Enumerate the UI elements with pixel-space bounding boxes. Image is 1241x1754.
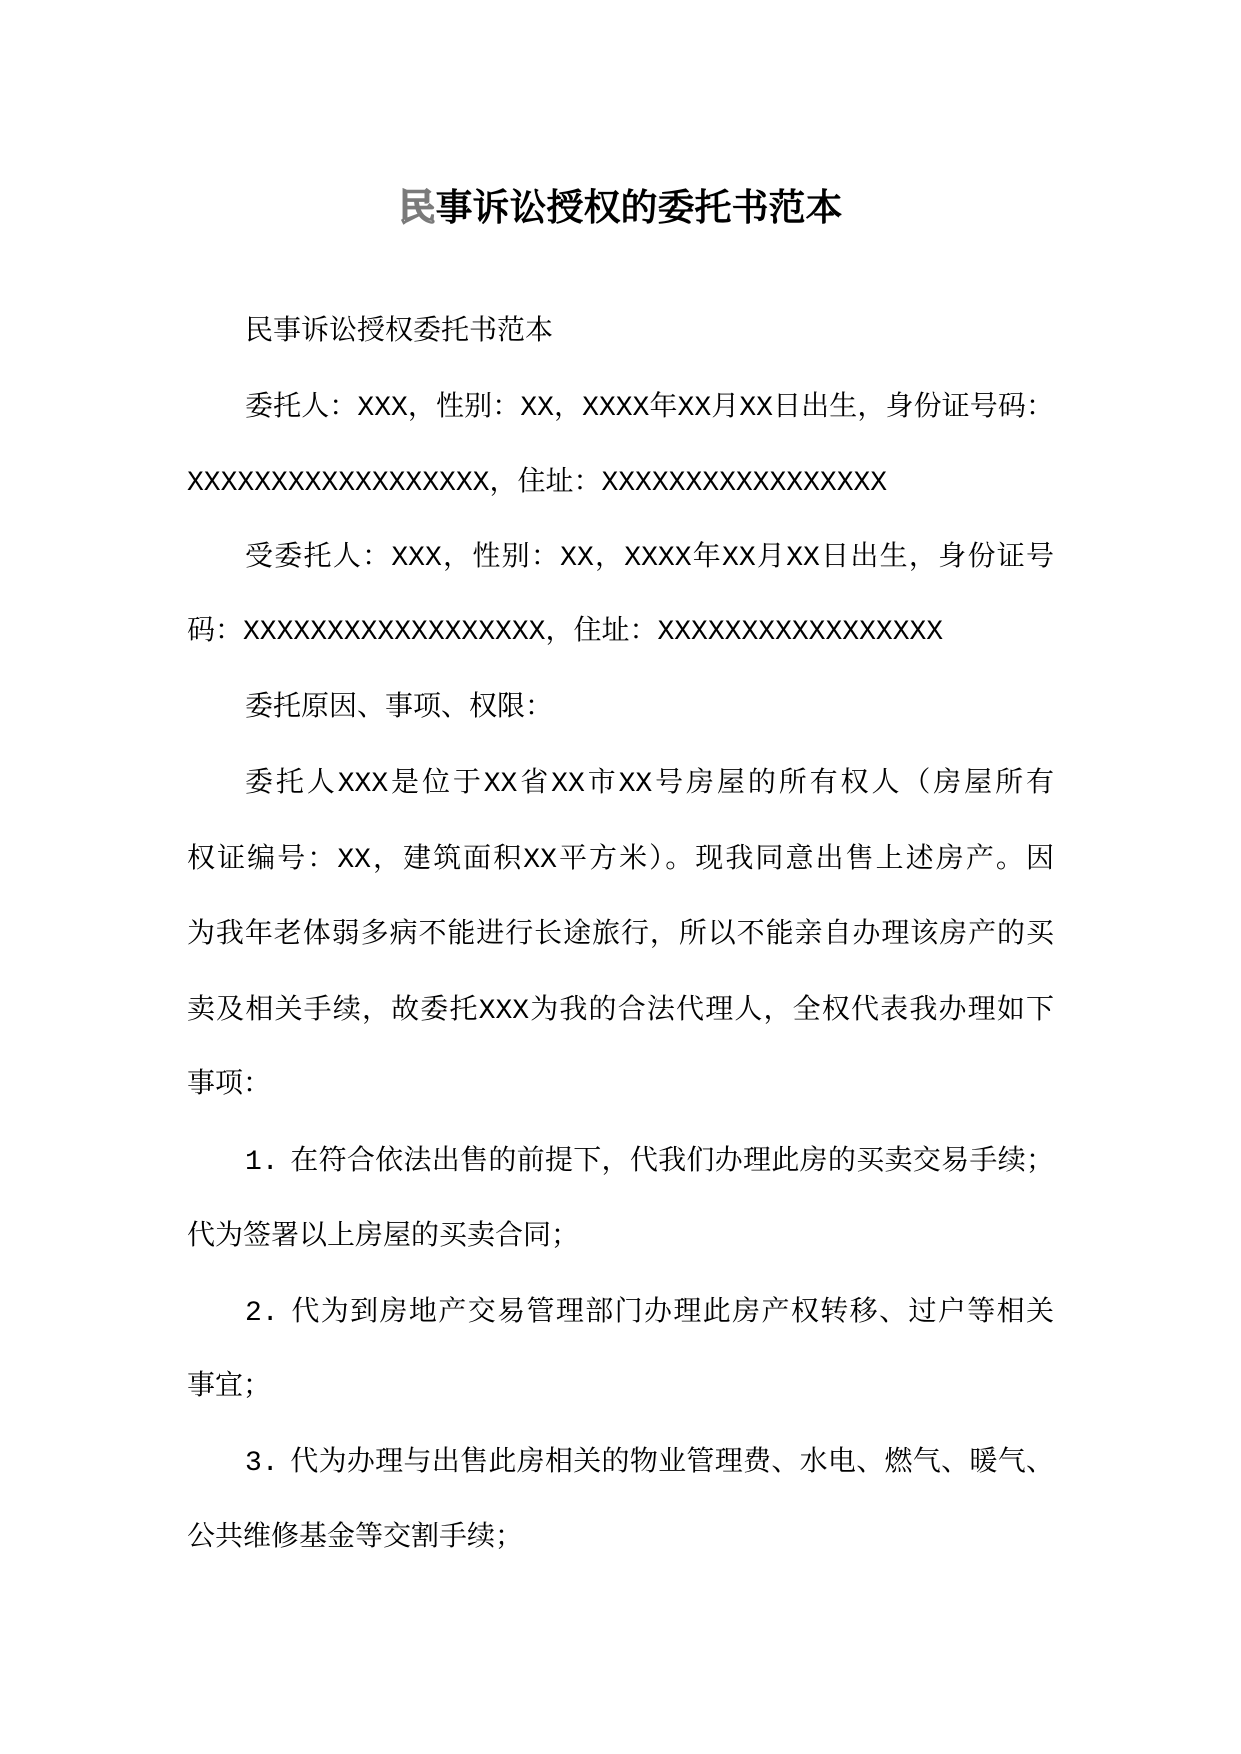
list-item-1-line-2: 代为签署以上房屋的买卖合同； [187,1222,580,1253]
statement-line-1: 委托人XXX是位于XX省XX市XX号房屋的所有权人（房屋所有 [245,769,1054,800]
title-rest: 事诉讼授权的委托书范本 [435,186,843,229]
agent-line-2: 码：XXXXXXXXXXXXXXXXXX，住址：XXXXXXXXXXXXXXXXX [187,617,944,648]
statement-line-5: 事项： [187,1070,272,1101]
list-item-3-text: 代为办理与出售此房相关的物业管理费、水电、燃气、暖气、 [290,1448,1054,1479]
document-title [0,183,1241,233]
list-item-3-line-2: 公共维修基金等交割手续； [187,1523,524,1554]
statement-line-2: 权证编号：XX，建筑面积XX平方米）。现我同意出售上述房产。因 [187,845,1054,876]
reasons-heading: 委托原因、事项、权限： [245,693,554,724]
agent-line-1: 受委托人：XXX，性别：XX，XXXX年XX月XX日出生，身份证号 [245,543,1054,574]
list-item-2-text: 代为到房地产交易管理部门办理此房产权转移、过户等相关 [290,1298,1054,1329]
principal-line-1: 委托人：XXX，性别：XX，XXXX年XX月XX日出生，身份证号码： [245,393,1054,424]
list-item-2-line-1 [245,1294,1054,1334]
list-item-2-line-2: 事宜； [187,1372,272,1403]
statement-line-4: 卖及相关手续，故委托XXX为我的合法代理人，全权代表我办理如下 [187,996,1054,1027]
list-item-1-text: 在符合依法出售的前提下，代我们办理此房的买卖交易手续； [290,1147,1054,1178]
list-item-1-number: 1. [245,1147,279,1178]
list-item-3-line-1 [245,1444,1054,1484]
list-item-2-number: 2. [245,1298,279,1329]
principal-line-2: XXXXXXXXXXXXXXXXXX，住址：XXXXXXXXXXXXXXXXX [187,468,888,499]
title-first-char: 民 [398,186,436,229]
section-heading: 民事诉讼授权委托书范本 [245,317,554,348]
list-item-3-number: 3. [245,1448,279,1479]
list-item-1-line-1 [245,1143,1054,1183]
statement-line-3: 为我年老体弱多病不能进行长途旅行，所以不能亲自办理该房产的买 [187,920,1054,951]
